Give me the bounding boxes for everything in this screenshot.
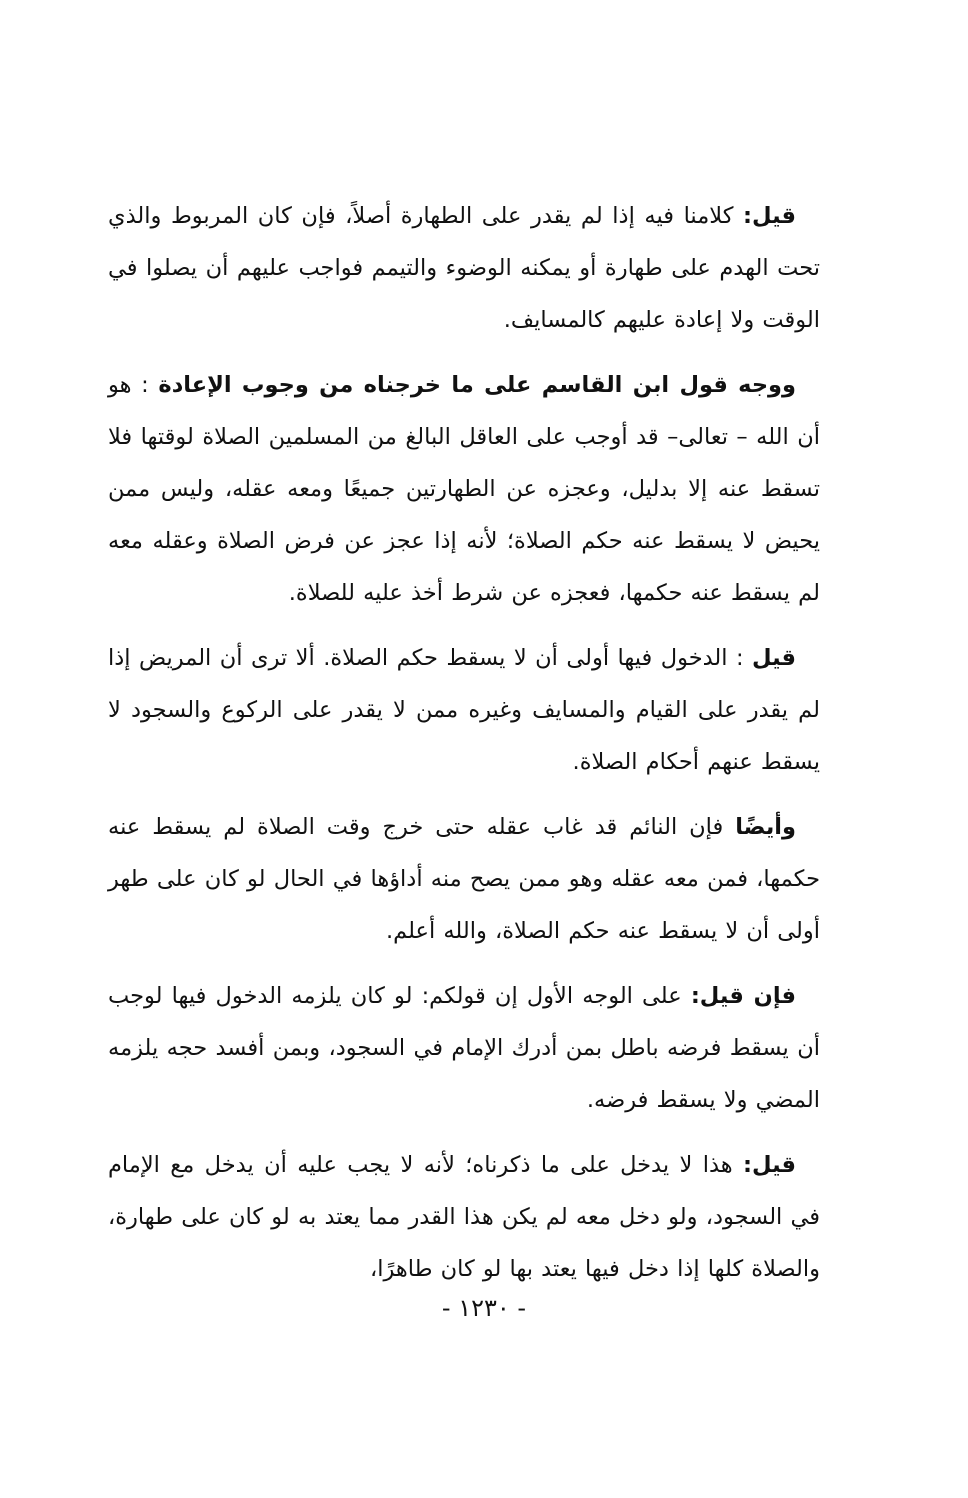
paragraph — [108, 801, 820, 957]
paragraph-lead: قيل — [751, 645, 796, 671]
paragraph-lead: فإن قيل: — [690, 983, 796, 1009]
paragraph-lead: وأيضًا — [735, 814, 796, 840]
paragraph — [108, 1139, 820, 1295]
paragraph-lead: ووجه قول ابن القاسم على ما خرجناه من وجوب الإعادة — [158, 372, 797, 398]
page-number: - ١٢٣٠ - — [441, 1294, 527, 1322]
paragraph-text: فإن النائم قد غاب عقله حتى خرج وقت الصلاة لم يسقط عنه حكمها، فمن معه عقله وهو ممن يصح منه أداؤها في الحال لو كان على طهر أولى أن لا يسقط عنه حكم الصلاة، والله أعلم. — [108, 814, 820, 944]
paragraph-lead: قيل: — [743, 203, 796, 229]
paragraph-text: كلامنا فيه إذا لم يقدر على الطهارة أصلاً، فإن كان المربوط والذي تحت الهدم على طهارة أو يمكنه الوضوء والتيمم فواجب عليهم أن يصلوا في الوقت ولا إعادة عليهم كالمسايف. — [108, 203, 820, 333]
paragraph-text: على الوجه الأول إن قولكم: لو كان يلزمه الدخول فيها لوجب أن يسقط فرضه باطل بمن أدرك الإمام في السجود، وبمن أفسد حجه يلزمه المضي ولا يسقط فرضه. — [108, 983, 820, 1113]
paragraph-text: هذا لا يدخل على ما ذكرناه؛ لأنه لا يجب عليه أن يدخل مع الإمام في السجود، ولو دخل معه لم يكن هذا القدر مما يعتد به لو كان على طهارة، والصلاة كلها إذا دخل فيها يعتد بها لو كان طاهرًا، — [108, 1152, 820, 1282]
paragraph — [108, 359, 820, 619]
paragraph-text: : الدخول فيها أولى أن لا يسقط حكم الصلاة. ألا ترى أن المريض إذا لم يقدر على القيام والمسايف وغيره ممن لا يقدر على الركوع والسجود لا يسقط عنهم أحكام الصلاة. — [108, 645, 820, 775]
paragraph-text: : هو أن الله – تعالى– قد أوجب على العاقل البالغ من المسلمين الصلاة لوقتها فلا تسقط عنه إلا بدليل، وعجزه عن الطهارتين جميعًا ومعه عقله، وليس ممن يحيض لا يسقط عنه حكم الصلاة؛ لأنه إذا عجز عن فرض الصلاة وعقله معه لم يسقط عنه حكمها، فعجزه عن شرط أخذ عليه للصلاة. — [108, 372, 820, 606]
paragraph — [108, 632, 820, 788]
paragraph — [108, 970, 820, 1126]
body-text — [108, 190, 820, 1308]
paragraph — [108, 190, 820, 346]
paragraph-lead: قيل: — [743, 1152, 796, 1178]
